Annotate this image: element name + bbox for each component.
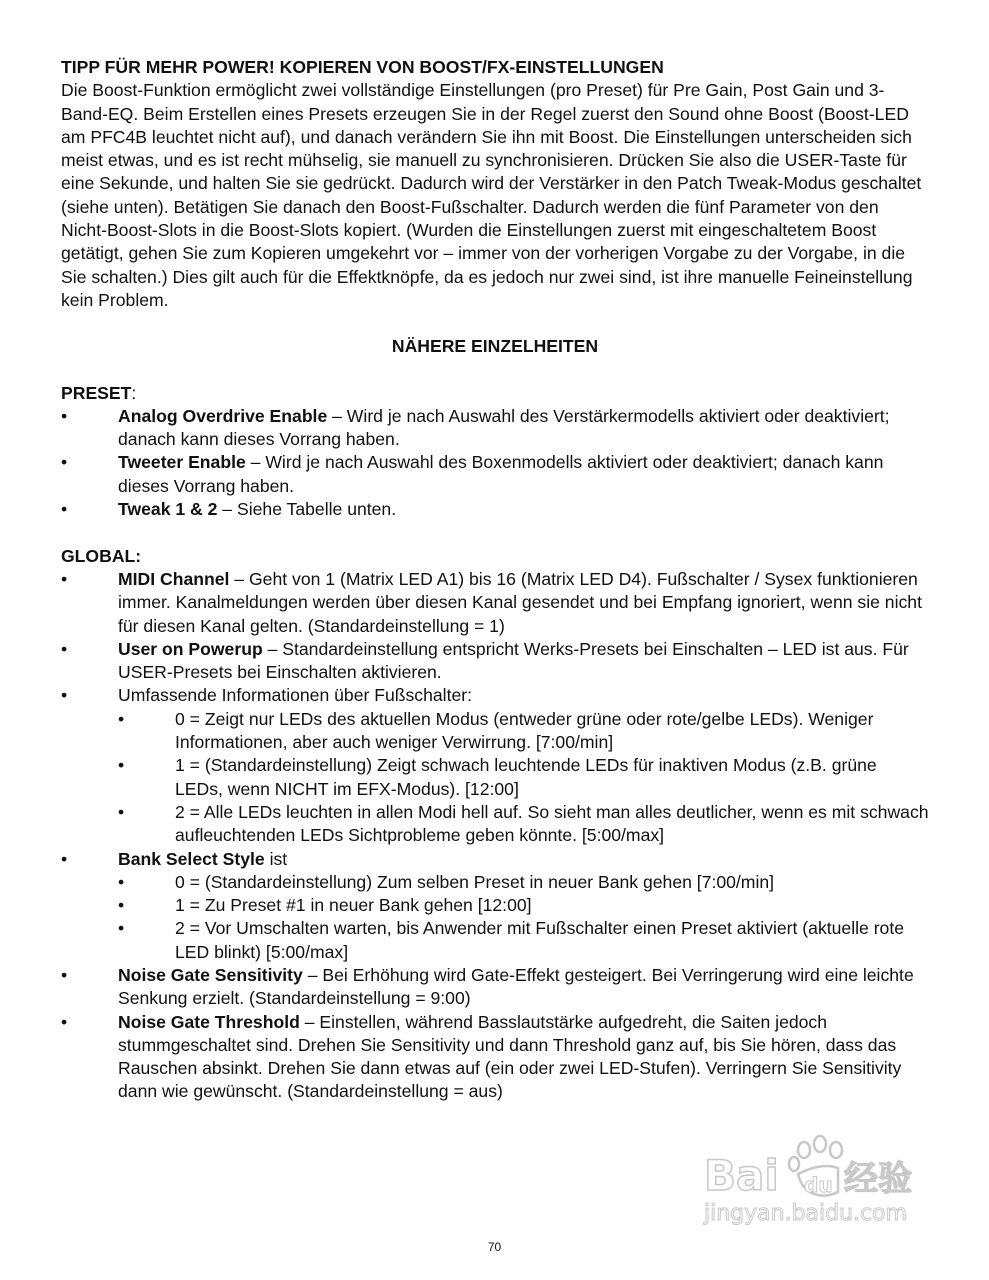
preset-list: [61, 405, 929, 521]
page-number: 70: [487, 1240, 502, 1254]
tip-heading: TIPP FÜR MEHR POWER! KOPIEREN VON BOOST/FX-EINSTELLUNGEN: [61, 57, 664, 77]
list-item: [61, 848, 929, 964]
item-term: Tweak 1 & 2: [118, 499, 218, 520]
item-term: Noise Gate Threshold: [118, 1011, 300, 1032]
preset-heading-line: [61, 382, 929, 405]
item-term: Bank Select Style: [118, 848, 265, 869]
list-item: [61, 638, 929, 685]
document-page: [61, 56, 929, 1104]
list-item: [61, 568, 929, 638]
item-text: – Geht von 1 (Matrix LED A1) bis 16 (Matrix LED D4). Fußschalter / Sysex funktionieren immer. Kanalmeldungen werden über diesen Kanal gesendet und bei Empfang ignoriert, wenn sie nicht für diesen Kanal gelten. (Standardeinstellung = 1): [118, 568, 922, 636]
svg-text:jingyan.baidu.com: jingyan.baidu.com: [704, 1201, 908, 1226]
sub-list: [118, 871, 929, 964]
sub-list-item: • 2 = Alle LEDs leuchten in allen Modi hell auf. So sieht man alles deutlicher, wenn es mit schwach aufleuchtenden LEDs Sichtprobleme geben könnte. [5:00/max]: [118, 801, 929, 848]
global-list: [61, 568, 929, 1104]
section-title: NÄHERE EINZELHEITEN: [391, 336, 599, 357]
list-item: [61, 451, 929, 498]
baidu-paw-icon: [702, 1128, 952, 1228]
item-text: ist: [264, 848, 288, 869]
item-text: – Wird je nach Auswahl des Boxenmodells aktiviert oder deaktiviert; danach kann dieses Vorrang haben.: [118, 452, 884, 496]
item-text: – Bei Erhöhung wird Gate-Effekt gesteigert. Bei Verringerung wird eine leichte Senkung erzielt. (Standardeinstellung = 9:00): [118, 964, 914, 1009]
item-term: Analog Overdrive Enable: [118, 405, 328, 426]
item-term: Noise Gate Sensitivity: [118, 964, 303, 985]
list-item: [61, 498, 929, 521]
item-text: Umfassende Informationen über Fußschalter:: [118, 685, 472, 706]
sub-list: [118, 708, 929, 848]
item-text: – Einstellen, während Basslautstärke aufgedreht, die Saiten jedoch stummgeschaltet sind. Drehen Sie Sensitivity und dann Threshold ganz auf, bis Sie hören, dass das Rauschen absinkt. Drehen Sie dann etwas auf (ein oder zwei LED-Stufen). Verringern Sie Sensitivity dann wie gewünscht. (Standardeinstellung = aus): [118, 1011, 902, 1102]
item-term: MIDI Channel: [118, 568, 230, 589]
preset-heading: PRESET: [61, 382, 132, 403]
item-term: User on Powerup: [118, 638, 263, 659]
spacer: [61, 521, 929, 544]
global-heading: GLOBAL:: [61, 545, 142, 566]
sub-list-item: • 1 = (Standardeinstellung) Zeigt schwach leuchtende LEDs für inaktiven Modus (z.B. grüne LEDs, wenn NICHT im EFX-Modus). [12:00]: [118, 754, 929, 801]
item-term: Tweeter Enable: [118, 452, 246, 473]
item-text: – Wird je nach Auswahl des Verstärkermodells aktiviert oder deaktiviert; danach kann dieses Vorrang haben.: [118, 405, 890, 450]
list-item: [61, 964, 929, 1011]
preset-colon: :: [131, 382, 137, 403]
baidu-watermark: [702, 1128, 952, 1228]
tip-body: Die Boost-Funktion ermöglicht zwei vollständige Einstellungen (pro Preset) für Pre Gain, Post Gain und 3-Band-EQ. Beim Erstellen eines Presets erzeugen Sie in der Regel zuerst den Sound ohne Boost (Boost-LED am PFC4B leuchtet nicht auf), und danach verändern Sie ihn mit Boost. Die Einstellungen unterscheiden sich meist etwas, und es ist recht mühselig, sie manuell zu synchronisieren. Drücken Sie also die USER-Taste für eine Sekunde, und halten Sie sie gedrückt. Dadurch wird der Verstärker in den Patch Tweak-Modus geschaltet (siehe unten). Betätigen Sie danach den Boost-Fußschalter. Dadurch werden die fünf Parameter von den Nicht-Boost-Slots in die Boost-Slots kopiert. (Wurden die Einstellungen zuerst mit eingeschaltetem Boost getätigt, gehen Sie zum Kopieren umgekehrt vor – immer von der vorherigen Vorgabe zu der Vorgabe, in die Sie schalten.) Dies gilt auch für die Effektknöpfe, da es jedoch nur zwei sind, ist ihre manuelle Feineinstellung kein Problem.: [61, 80, 922, 310]
svg-text:Bai: Bai: [704, 1151, 779, 1200]
item-text: – Siehe Tabelle unten.: [217, 499, 397, 520]
list-item: [61, 405, 929, 452]
sub-list-item: • 0 = Zeigt nur LEDs des aktuellen Modus (entweder grüne oder rote/gelbe LEDs). Weniger Informationen, aber auch weniger Verwirrung. [7:00/min]: [118, 708, 929, 755]
svg-text:经验: 经验: [844, 1159, 912, 1199]
sub-list-item: • 0 = (Standardeinstellung) Zum selben Preset in neuer Bank gehen [7:00/min]: [118, 871, 929, 894]
item-text: – Standardeinstellung entspricht Werks-Presets bei Einschalten – LED ist aus. Für USER-Presets bei Einschalten aktivieren.: [118, 638, 909, 683]
list-item: [61, 1011, 929, 1104]
svg-text:du: du: [804, 1173, 833, 1197]
sub-list-item: • 2 = Vor Umschalten warten, bis Anwender mit Fußschalter einen Preset aktiviert (aktuelle rote LED blinkt) [5:00/max]: [118, 917, 929, 964]
sub-list-item: • 1 = Zu Preset #1 in neuer Bank gehen [12:00]: [118, 894, 929, 917]
list-item: [61, 684, 929, 847]
